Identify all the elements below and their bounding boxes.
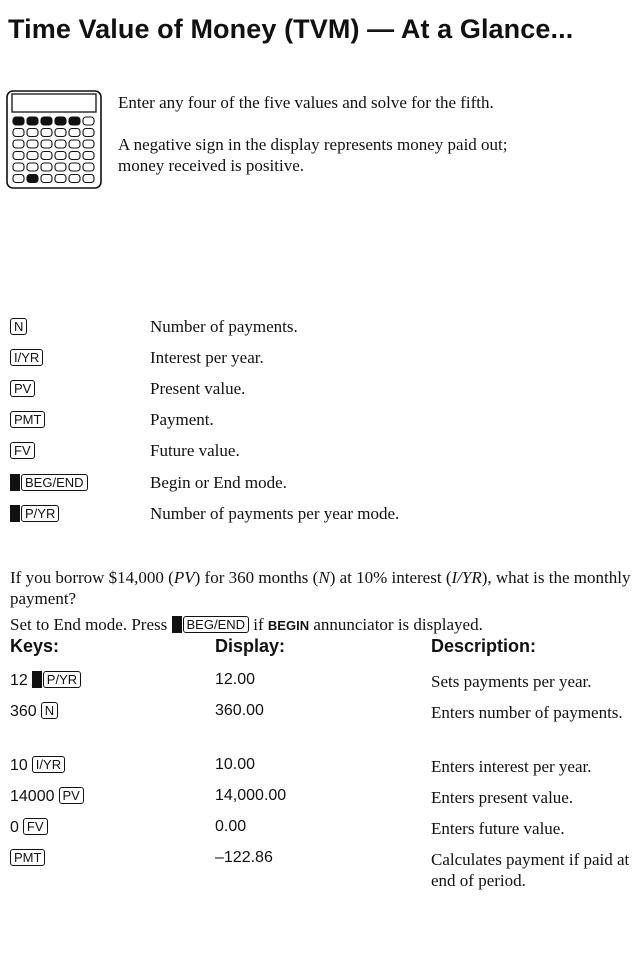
definition-text: Present value. [150, 379, 246, 398]
keystroke-number: 12 [10, 672, 28, 689]
definition-key [10, 349, 43, 368]
key-label: FV [23, 818, 48, 835]
key-label: BEG/END [21, 474, 88, 491]
keys-cell [10, 818, 48, 837]
definition-row [10, 503, 630, 525]
display-cell: 10.00 [215, 756, 256, 773]
intro-line-1: Enter any four of the five values and solve for the fifth. [118, 93, 494, 112]
keys-cell [10, 787, 84, 806]
display-cell: 14,000.00 [215, 787, 287, 804]
display-cell: 360.00 [215, 702, 264, 719]
display-cell: –122.86 [215, 849, 273, 866]
key-label: PV [59, 787, 84, 804]
definition-row [10, 440, 630, 462]
key-label: N [41, 702, 58, 719]
definition-text: Begin or End mode. [150, 473, 287, 492]
shift-key-icon [32, 671, 42, 688]
definition-row [10, 316, 630, 338]
description-cell: Enters present value. [431, 788, 574, 807]
display-cell: 0.00 [215, 818, 247, 835]
description-cell: Enters future value. [431, 819, 565, 838]
definition-text: Number of payments. [150, 317, 298, 336]
definition-key [10, 380, 35, 399]
keys-cell [10, 849, 45, 868]
intro-line-2: A negative sign in the display represents money paid out; money received is positive. [118, 135, 508, 175]
key-label: I/YR [10, 349, 43, 366]
example-setup: Set to End mode. Press BEG/END if BEGIN annunciator is displayed. [10, 615, 483, 634]
shift-key-icon [172, 616, 182, 633]
keys-cell [10, 756, 65, 775]
definition-row [10, 472, 630, 494]
definition-text: Number of payments per year mode. [150, 504, 400, 523]
example-question: If you borrow $14,000 (PV) for 360 months (N) at 10% interest (I/YR), what is the monthly payment? [10, 568, 631, 608]
key-label: N [10, 318, 27, 335]
key-label: PV [10, 380, 35, 397]
description-cell: Enters interest per year. [431, 757, 592, 776]
page-title: Time Value of Money (TVM) — At a Glance... [8, 14, 574, 44]
key-label: I/YR [32, 756, 65, 773]
shift-key-icon [10, 474, 20, 491]
keystroke-number: 0 [10, 819, 19, 836]
keystroke-number: 10 [10, 757, 28, 774]
key-label: PMT [10, 411, 45, 428]
definition-text: Payment. [150, 410, 214, 429]
description-header: Description: [431, 636, 537, 656]
definition-text: Future value. [150, 441, 240, 460]
keystroke-number: 14000 [10, 788, 55, 805]
definition-row [10, 409, 630, 431]
definition-key [10, 411, 45, 430]
definition-key [10, 474, 88, 493]
beg-end-key: BEG/END [183, 616, 250, 633]
keystroke-number: 360 [10, 703, 37, 720]
key-label: P/YR [43, 671, 81, 688]
keys-cell [10, 702, 58, 721]
description-cell: Sets payments per year. [431, 672, 592, 691]
calculator-icon [5, 90, 103, 190]
definition-key [10, 442, 35, 461]
key-label: FV [10, 442, 35, 459]
definition-key [10, 318, 27, 337]
display-cell: 12.00 [215, 671, 256, 688]
definition-text: Interest per year. [150, 348, 264, 367]
keys-cell [10, 671, 81, 690]
description-cell: Enters number of payments. [431, 703, 623, 722]
shift-key-icon [10, 505, 20, 522]
key-label: PMT [10, 849, 45, 866]
key-label: P/YR [21, 505, 59, 522]
definition-row [10, 378, 630, 400]
definition-key [10, 505, 59, 524]
display-header: Display: [215, 636, 286, 656]
definition-row [10, 347, 630, 369]
begin-annunciator: BEGIN [267, 618, 310, 633]
keys-header: Keys: [10, 636, 60, 656]
description-cell: Calculates payment if paid at end of period. [431, 850, 630, 890]
